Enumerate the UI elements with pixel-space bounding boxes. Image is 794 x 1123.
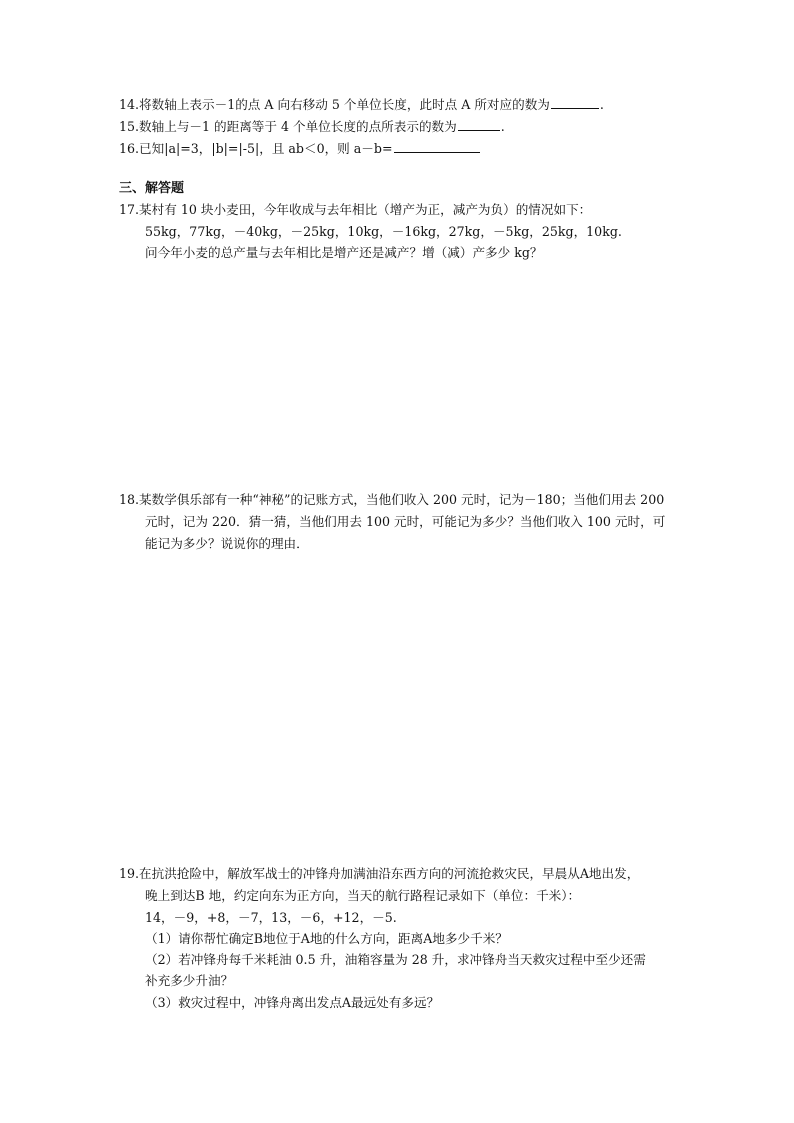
question-text: 已知|a|=3，|b|=|-5|，且 ab＜0，则 a－b= xyxy=(139,141,393,156)
question-19-sub3: （3）救灾过程中，冲锋舟离出发点A最远处有多远？ xyxy=(145,995,440,1010)
question-number: 14. xyxy=(119,97,140,112)
question-text: 在抗洪抢险中，解放军战士的冲锋舟加满油沿东西方向的河流抢救灾民，早晨从A地出发， xyxy=(139,866,640,881)
question-19-sub2-cont: 补充多少升油？ xyxy=(145,973,234,988)
answer-blank[interactable] xyxy=(551,97,599,109)
question-15 xyxy=(119,119,505,135)
answer-blank[interactable] xyxy=(458,119,500,131)
question-14 xyxy=(119,97,604,113)
question-19-line1 xyxy=(119,866,639,882)
question-number: 17. xyxy=(119,202,140,217)
question-17-line1 xyxy=(119,202,591,218)
question-number: 19. xyxy=(119,866,140,881)
question-16 xyxy=(119,141,481,157)
question-19-sub2: （2）若冲锋舟每千米耗油 0.5 升，油箱容量为 28 升，求冲锋舟当天救灾过程中至少还需 xyxy=(145,952,646,967)
question-text: 某数学俱乐部有一种“神秘”的记账方式，当他们收入 200 元时，记为－180；当他们用去 200 xyxy=(139,492,665,507)
question-text: 数轴上与－1 的距离等于 4 个单位长度的点所表示的数为 xyxy=(139,119,457,134)
question-18-line3: 能记为多少？说说你的理由． xyxy=(145,536,309,551)
question-19-data: 14，－9，+8，－7，13，－6，+12，－5. xyxy=(145,910,397,925)
question-19-line2: 晚上到达B 地，约定向东为正方向，当天的航行路程记录如下（单位：千米）： xyxy=(145,888,581,903)
section-title: 三、解答题 xyxy=(119,181,185,196)
question-tail: . xyxy=(599,97,604,112)
question-17-data: 55kg，77kg，－40kg，－25kg，10kg，－16kg，27kg，－5kg，25kg，10kg. xyxy=(145,224,622,239)
question-19-sub1: （1）请你帮忙确定B地位于A地的什么方向，距离A地多少千米？ xyxy=(145,931,508,946)
question-18-line2: 元时，记为 220．猜一猜，当他们用去 100 元时，可能记为多少？当他们收入 100 元时，可 xyxy=(145,514,666,529)
question-text: 将数轴上表示－1的点 A 向右移动 5 个单位长度，此时点 A 所对应的数为 xyxy=(139,97,550,112)
question-17-question: 问今年小麦的总产量与去年相比是增产还是减产？增（减）产多少 kg？ xyxy=(145,245,543,260)
question-number: 16. xyxy=(119,141,140,156)
question-text: 某村有 10 块小麦田，今年收成与去年相比（增产为正，减产为负）的情况如下： xyxy=(139,202,592,217)
answer-blank[interactable] xyxy=(394,141,480,153)
question-18-line1 xyxy=(119,492,664,508)
question-tail: . xyxy=(500,119,505,134)
question-number: 15. xyxy=(119,119,140,134)
question-number: 18. xyxy=(119,492,140,507)
